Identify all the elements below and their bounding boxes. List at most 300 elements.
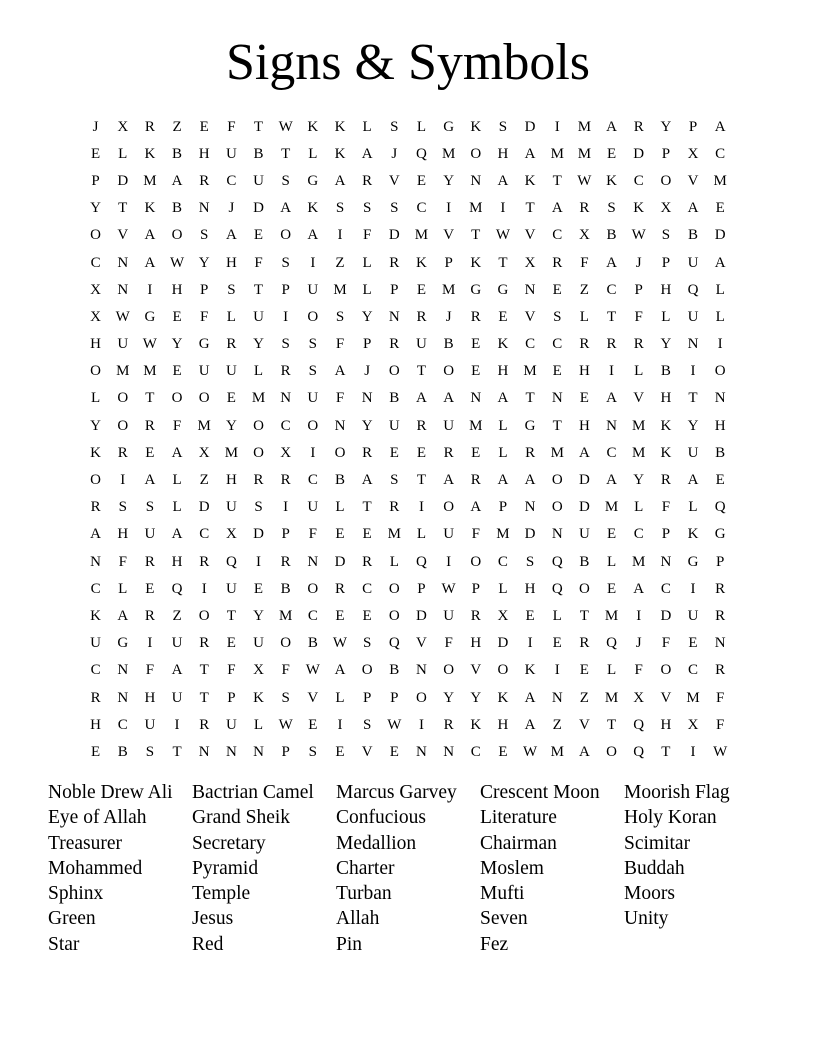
grid-letter: N bbox=[714, 635, 726, 652]
grid-letter: Z bbox=[579, 281, 589, 298]
grid-letter: A bbox=[633, 580, 645, 597]
grid-letter: F bbox=[172, 417, 182, 434]
grid-letter: N bbox=[388, 308, 400, 325]
grid-letter: L bbox=[118, 145, 128, 162]
word-item: Star bbox=[48, 933, 80, 955]
grid-letter: F bbox=[634, 308, 643, 325]
grid-letter: R bbox=[362, 553, 373, 570]
grid-letter: Q bbox=[714, 499, 726, 516]
grid-letter: I bbox=[418, 499, 424, 516]
grid-letter: D bbox=[334, 553, 346, 570]
grid-letter: U bbox=[144, 716, 156, 733]
grid-letter: R bbox=[443, 444, 454, 461]
grid-letter: A bbox=[334, 172, 346, 189]
grid-letter: M bbox=[577, 145, 592, 162]
grid-letter: U bbox=[416, 336, 427, 353]
word-column bbox=[624, 780, 768, 957]
grid-letter: F bbox=[308, 526, 317, 543]
grid-letter: L bbox=[715, 281, 725, 298]
grid-letter: M bbox=[550, 743, 564, 760]
grid-letter: E bbox=[145, 444, 155, 461]
grid-letter: G bbox=[470, 281, 482, 298]
grid-letter: X bbox=[253, 662, 264, 679]
grid-letter: O bbox=[416, 689, 427, 706]
grid-letter: X bbox=[225, 526, 237, 543]
grid-letter: P bbox=[634, 281, 643, 298]
grid-letter: R bbox=[606, 336, 617, 353]
grid-letter: O bbox=[388, 607, 400, 624]
grid-letter: I bbox=[554, 118, 560, 135]
grid-row bbox=[82, 303, 734, 330]
grid-letter: R bbox=[117, 444, 128, 461]
grid-letter: V bbox=[524, 308, 536, 325]
grid-letter: R bbox=[90, 689, 101, 706]
grid-letter: P bbox=[390, 281, 399, 298]
grid-letter: O bbox=[388, 580, 400, 597]
grid-letter: M bbox=[116, 363, 130, 380]
grid-letter: R bbox=[144, 118, 155, 135]
grid-letter: G bbox=[524, 417, 536, 434]
grid-letter: A bbox=[334, 363, 346, 380]
grid-letter: E bbox=[525, 607, 535, 624]
grid-letter: Y bbox=[660, 118, 672, 135]
word-item: Literature bbox=[480, 807, 557, 829]
grid-letter: I bbox=[310, 444, 316, 461]
grid-letter: E bbox=[498, 743, 508, 760]
grid-letter: U bbox=[253, 635, 264, 652]
grid-letter: M bbox=[251, 390, 266, 407]
grid-letter: D bbox=[524, 118, 536, 135]
grid-letter: P bbox=[200, 281, 209, 298]
grid-letter: U bbox=[388, 417, 400, 434]
grid-letter: A bbox=[687, 472, 699, 489]
grid-letter: Z bbox=[172, 607, 182, 624]
grid-letter: H bbox=[714, 417, 726, 434]
grid-letter: C bbox=[199, 526, 210, 543]
grid-letter: I bbox=[174, 716, 180, 733]
grid-letter: P bbox=[417, 580, 426, 597]
grid-row bbox=[82, 167, 734, 194]
grid-letter: A bbox=[171, 172, 183, 189]
grid-letter: C bbox=[606, 281, 617, 298]
grid-letter: N bbox=[90, 553, 101, 570]
grid-letter: M bbox=[686, 689, 700, 706]
word-item: Mohammed bbox=[48, 857, 143, 879]
grid-letter: K bbox=[307, 200, 319, 217]
grid-letter: F bbox=[471, 526, 480, 543]
grid-letter: U bbox=[687, 444, 699, 461]
grid-letter: C bbox=[470, 743, 481, 760]
grid-letter: Y bbox=[253, 607, 264, 624]
grid-letter: V bbox=[660, 689, 672, 706]
grid-letter: T bbox=[199, 689, 209, 706]
grid-letter: I bbox=[283, 308, 289, 325]
grid-letter: F bbox=[254, 254, 263, 271]
grid-letter: L bbox=[634, 363, 644, 380]
grid-letter: C bbox=[606, 444, 617, 461]
grid-letter: H bbox=[660, 716, 672, 733]
grid-letter: L bbox=[498, 444, 508, 461]
grid-letter: S bbox=[145, 743, 155, 760]
grid-letter: E bbox=[253, 227, 264, 244]
grid-letter: W bbox=[305, 662, 320, 679]
word-item: Chairman bbox=[480, 832, 557, 854]
grid-letter: A bbox=[524, 689, 536, 706]
grid-letter: R bbox=[579, 200, 590, 217]
grid-row bbox=[82, 684, 734, 711]
grid-letter: O bbox=[307, 580, 319, 597]
grid-row bbox=[82, 602, 734, 629]
grid-letter: T bbox=[362, 499, 372, 516]
grid-letter: S bbox=[281, 172, 290, 189]
grid-letter: L bbox=[362, 281, 372, 298]
grid-letter: O bbox=[90, 472, 101, 489]
grid-letter: K bbox=[470, 254, 482, 271]
grid-letter: E bbox=[226, 390, 236, 407]
grid-letter: E bbox=[471, 363, 481, 380]
grid-letter: P bbox=[661, 526, 671, 543]
grid-letter: N bbox=[551, 689, 563, 706]
grid-letter: D bbox=[578, 499, 590, 516]
grid-letter: B bbox=[280, 580, 291, 597]
grid-letter: L bbox=[606, 553, 617, 570]
word-item: Moors bbox=[624, 883, 675, 905]
grid-letter: K bbox=[470, 118, 482, 135]
grid-letter: S bbox=[362, 716, 372, 733]
grid-letter: X bbox=[687, 716, 699, 733]
grid-letter: L bbox=[661, 308, 671, 325]
grid-letter: T bbox=[145, 390, 155, 407]
grid-letter: H bbox=[171, 281, 183, 298]
grid-letter: Q bbox=[551, 580, 563, 597]
grid-row bbox=[82, 630, 734, 657]
grid-letter: P bbox=[362, 689, 372, 706]
grid-letter: H bbox=[578, 363, 590, 380]
grid-letter: A bbox=[714, 118, 726, 135]
grid-letter: J bbox=[364, 363, 371, 380]
grid-letter: M bbox=[577, 118, 592, 135]
grid-letter: H bbox=[497, 363, 509, 380]
grid-letter: Z bbox=[579, 689, 589, 706]
grid-letter: U bbox=[443, 607, 455, 624]
grid-letter: N bbox=[117, 689, 129, 706]
grid-letter: N bbox=[416, 662, 427, 679]
grid-letter: J bbox=[228, 200, 235, 217]
grid-letter: Q bbox=[606, 635, 617, 652]
grid-letter: P bbox=[688, 118, 698, 135]
grid-letter: E bbox=[552, 363, 562, 380]
grid-letter: P bbox=[362, 336, 372, 353]
grid-letter: N bbox=[551, 390, 563, 407]
grid-letter: O bbox=[90, 363, 101, 380]
grid-letter: R bbox=[443, 716, 454, 733]
word-item: Medallion bbox=[336, 832, 417, 854]
grid-letter: C bbox=[307, 472, 318, 489]
grid-letter: U bbox=[578, 526, 590, 543]
grid-letter: S bbox=[254, 499, 263, 516]
grid-letter: L bbox=[362, 254, 372, 271]
grid-row bbox=[82, 711, 734, 738]
grid-letter: H bbox=[90, 336, 101, 353]
grid-letter: V bbox=[416, 635, 427, 652]
grid-letter: H bbox=[171, 553, 183, 570]
grid-letter: O bbox=[660, 662, 672, 679]
grid-letter: Q bbox=[416, 145, 427, 162]
grid-letter: D bbox=[578, 472, 590, 489]
grid-row bbox=[82, 738, 734, 765]
grid-letter: R bbox=[334, 580, 345, 597]
grid-letter: O bbox=[171, 227, 183, 244]
grid-letter: M bbox=[496, 526, 510, 543]
grid-letter: H bbox=[497, 145, 509, 162]
word-item: Pin bbox=[336, 933, 363, 955]
grid-letter: O bbox=[334, 444, 346, 461]
grid-letter: N bbox=[714, 390, 726, 407]
grid-letter: N bbox=[416, 743, 427, 760]
grid-letter: D bbox=[524, 526, 536, 543]
grid-row bbox=[82, 249, 734, 276]
grid-letter: D bbox=[497, 635, 509, 652]
grid-letter: P bbox=[471, 580, 480, 597]
grid-letter: F bbox=[335, 336, 345, 353]
word-item: Scimitar bbox=[624, 832, 691, 854]
grid-letter: A bbox=[307, 227, 319, 244]
grid-letter: R bbox=[633, 336, 644, 353]
grid-letter: R bbox=[715, 607, 726, 624]
grid-letter: K bbox=[633, 200, 645, 217]
grid-letter: T bbox=[281, 145, 291, 162]
grid-letter: A bbox=[443, 390, 455, 407]
grid-letter: V bbox=[633, 390, 645, 407]
grid-letter: Y bbox=[633, 472, 645, 489]
grid-letter: U bbox=[225, 145, 237, 162]
grid-letter: D bbox=[117, 172, 129, 189]
word-item: Moorish Flag bbox=[624, 782, 730, 803]
grid-letter: W bbox=[332, 635, 348, 652]
grid-letter: G bbox=[198, 336, 210, 353]
grid-letter: F bbox=[200, 308, 209, 325]
grid-letter: C bbox=[552, 227, 563, 244]
grid-letter: A bbox=[714, 254, 726, 271]
grid-letter: N bbox=[334, 417, 346, 434]
grid-letter: R bbox=[280, 553, 291, 570]
grid-letter: L bbox=[362, 118, 372, 135]
grid-letter: E bbox=[335, 607, 345, 624]
grid-letter: U bbox=[307, 281, 319, 298]
grid-letter: O bbox=[361, 662, 373, 679]
grid-letter: Q bbox=[171, 580, 183, 597]
grid-letter: I bbox=[446, 553, 452, 570]
grid-letter: I bbox=[147, 635, 153, 652]
word-item: Seven bbox=[480, 908, 528, 930]
grid-letter: E bbox=[226, 635, 236, 652]
grid-letter: B bbox=[253, 145, 264, 162]
grid-letter: O bbox=[117, 390, 129, 407]
grid-letter: Q bbox=[388, 635, 400, 652]
grid-letter: B bbox=[715, 444, 726, 461]
grid-letter: K bbox=[144, 200, 156, 217]
grid-letter: I bbox=[201, 580, 207, 597]
grid-letter: C bbox=[525, 336, 536, 353]
grid-letter: L bbox=[253, 363, 264, 380]
grid-letter: S bbox=[390, 118, 399, 135]
grid-letter: O bbox=[117, 417, 129, 434]
grid-letter: L bbox=[90, 390, 101, 407]
grid-letter: H bbox=[90, 716, 101, 733]
grid-letter: M bbox=[224, 444, 239, 461]
grid-letter: S bbox=[362, 635, 372, 652]
word-item: Moslem bbox=[480, 857, 544, 879]
grid-letter: Z bbox=[335, 254, 345, 271]
grid-letter: M bbox=[550, 145, 564, 162]
grid-letter: U bbox=[117, 336, 129, 353]
grid-letter: E bbox=[606, 526, 617, 543]
grid-letter: P bbox=[390, 689, 399, 706]
grid-letter: U bbox=[687, 607, 699, 624]
grid-letter: Y bbox=[361, 417, 373, 434]
grid-letter: O bbox=[578, 580, 590, 597]
grid-letter: F bbox=[145, 662, 155, 679]
grid-letter: N bbox=[117, 281, 129, 298]
grid-letter: R bbox=[199, 635, 210, 652]
word-column bbox=[480, 780, 624, 957]
grid-letter: I bbox=[418, 716, 424, 733]
grid-letter: T bbox=[172, 743, 182, 760]
grid-row bbox=[82, 657, 734, 684]
grid-letter: K bbox=[687, 526, 699, 543]
grid-letter: B bbox=[334, 472, 345, 489]
grid-letter: E bbox=[606, 580, 617, 597]
grid-letter: X bbox=[578, 227, 590, 244]
grid-letter: V bbox=[307, 689, 319, 706]
grid-letter: S bbox=[661, 227, 671, 244]
grid-letter: V bbox=[578, 716, 590, 733]
grid-letter: O bbox=[90, 227, 101, 244]
grid-letter: I bbox=[527, 635, 533, 652]
grid-letter: O bbox=[470, 145, 482, 162]
grid-letter: E bbox=[416, 444, 427, 461]
grid-letter: R bbox=[470, 308, 481, 325]
grid-letter: C bbox=[552, 336, 563, 353]
grid-letter: V bbox=[443, 227, 455, 244]
grid-letter: H bbox=[225, 254, 237, 271]
grid-letter: O bbox=[497, 662, 509, 679]
grid-letter: A bbox=[144, 227, 156, 244]
grid-letter: U bbox=[171, 689, 183, 706]
grid-row bbox=[82, 140, 734, 167]
grid-letter: W bbox=[278, 716, 293, 733]
grid-letter: G bbox=[497, 281, 509, 298]
grid-letter: E bbox=[308, 716, 318, 733]
grid-letter: I bbox=[337, 227, 343, 244]
grid-letter: E bbox=[552, 281, 562, 298]
grid-letter: L bbox=[172, 472, 182, 489]
grid-letter: Y bbox=[171, 336, 183, 353]
grid-letter: E bbox=[389, 444, 399, 461]
grid-row bbox=[82, 548, 734, 575]
grid-letter: O bbox=[443, 363, 455, 380]
grid-letter: M bbox=[279, 607, 293, 624]
grid-row bbox=[82, 412, 734, 439]
grid-letter: I bbox=[446, 200, 452, 217]
grid-letter: Y bbox=[470, 689, 482, 706]
grid-row bbox=[82, 439, 734, 466]
grid-letter: A bbox=[497, 472, 509, 489]
grid-letter: W bbox=[278, 118, 293, 135]
grid-letter: R bbox=[90, 499, 101, 516]
word-column bbox=[336, 780, 480, 957]
grid-letter: N bbox=[524, 281, 536, 298]
grid-letter: I bbox=[690, 580, 696, 597]
grid-letter: Y bbox=[361, 308, 373, 325]
grid-letter: E bbox=[199, 118, 209, 135]
grid-letter: E bbox=[606, 145, 617, 162]
grid-letter: N bbox=[551, 526, 563, 543]
grid-letter: F bbox=[362, 227, 372, 244]
grid-letter: P bbox=[498, 499, 508, 516]
grid-letter: W bbox=[169, 254, 185, 271]
grid-letter: T bbox=[525, 390, 535, 407]
grid-letter: R bbox=[579, 336, 590, 353]
grid-letter: B bbox=[443, 336, 454, 353]
word-item: Buddah bbox=[624, 857, 685, 879]
grid-letter: R bbox=[199, 553, 210, 570]
grid-letter: W bbox=[577, 172, 592, 189]
grid-letter: A bbox=[470, 499, 482, 516]
grid-letter: C bbox=[226, 172, 237, 189]
word-item: Green bbox=[48, 908, 96, 930]
grid-letter: X bbox=[687, 145, 699, 162]
grid-letter: A bbox=[144, 254, 156, 271]
grid-letter: O bbox=[198, 390, 210, 407]
grid-letter: D bbox=[198, 499, 210, 516]
grid-letter: D bbox=[253, 526, 264, 543]
grid-letter: R bbox=[226, 336, 237, 353]
grid-letter: R bbox=[416, 308, 427, 325]
grid-letter: G bbox=[443, 118, 455, 135]
grid-letter: H bbox=[470, 635, 482, 652]
grid-letter: X bbox=[90, 308, 101, 325]
word-item: Bactrian Camel bbox=[192, 782, 314, 803]
grid-letter: N bbox=[470, 390, 482, 407]
grid-letter: X bbox=[497, 607, 509, 624]
grid-letter: E bbox=[253, 580, 264, 597]
grid-letter: A bbox=[443, 472, 455, 489]
grid-letter: I bbox=[554, 662, 560, 679]
word-item: Sphinx bbox=[48, 883, 104, 905]
grid-letter: X bbox=[117, 118, 129, 135]
grid-letter: H bbox=[660, 390, 672, 407]
grid-letter: M bbox=[387, 526, 401, 543]
grid-letter: M bbox=[143, 363, 157, 380]
grid-letter: C bbox=[633, 526, 644, 543]
grid-row bbox=[82, 494, 734, 521]
grid-letter: C bbox=[416, 200, 427, 217]
grid-letter: F bbox=[661, 635, 671, 652]
grid-letter: M bbox=[550, 444, 564, 461]
grid-letter: A bbox=[524, 145, 536, 162]
grid-letter: Y bbox=[253, 336, 264, 353]
grid-letter: I bbox=[500, 200, 506, 217]
grid-letter: K bbox=[470, 716, 482, 733]
grid-letter: L bbox=[688, 499, 698, 516]
grid-letter: E bbox=[552, 635, 562, 652]
grid-row bbox=[82, 466, 734, 493]
grid-letter: S bbox=[335, 200, 345, 217]
grid-letter: R bbox=[389, 336, 400, 353]
word-list bbox=[48, 780, 768, 957]
grid-letter: H bbox=[225, 472, 237, 489]
